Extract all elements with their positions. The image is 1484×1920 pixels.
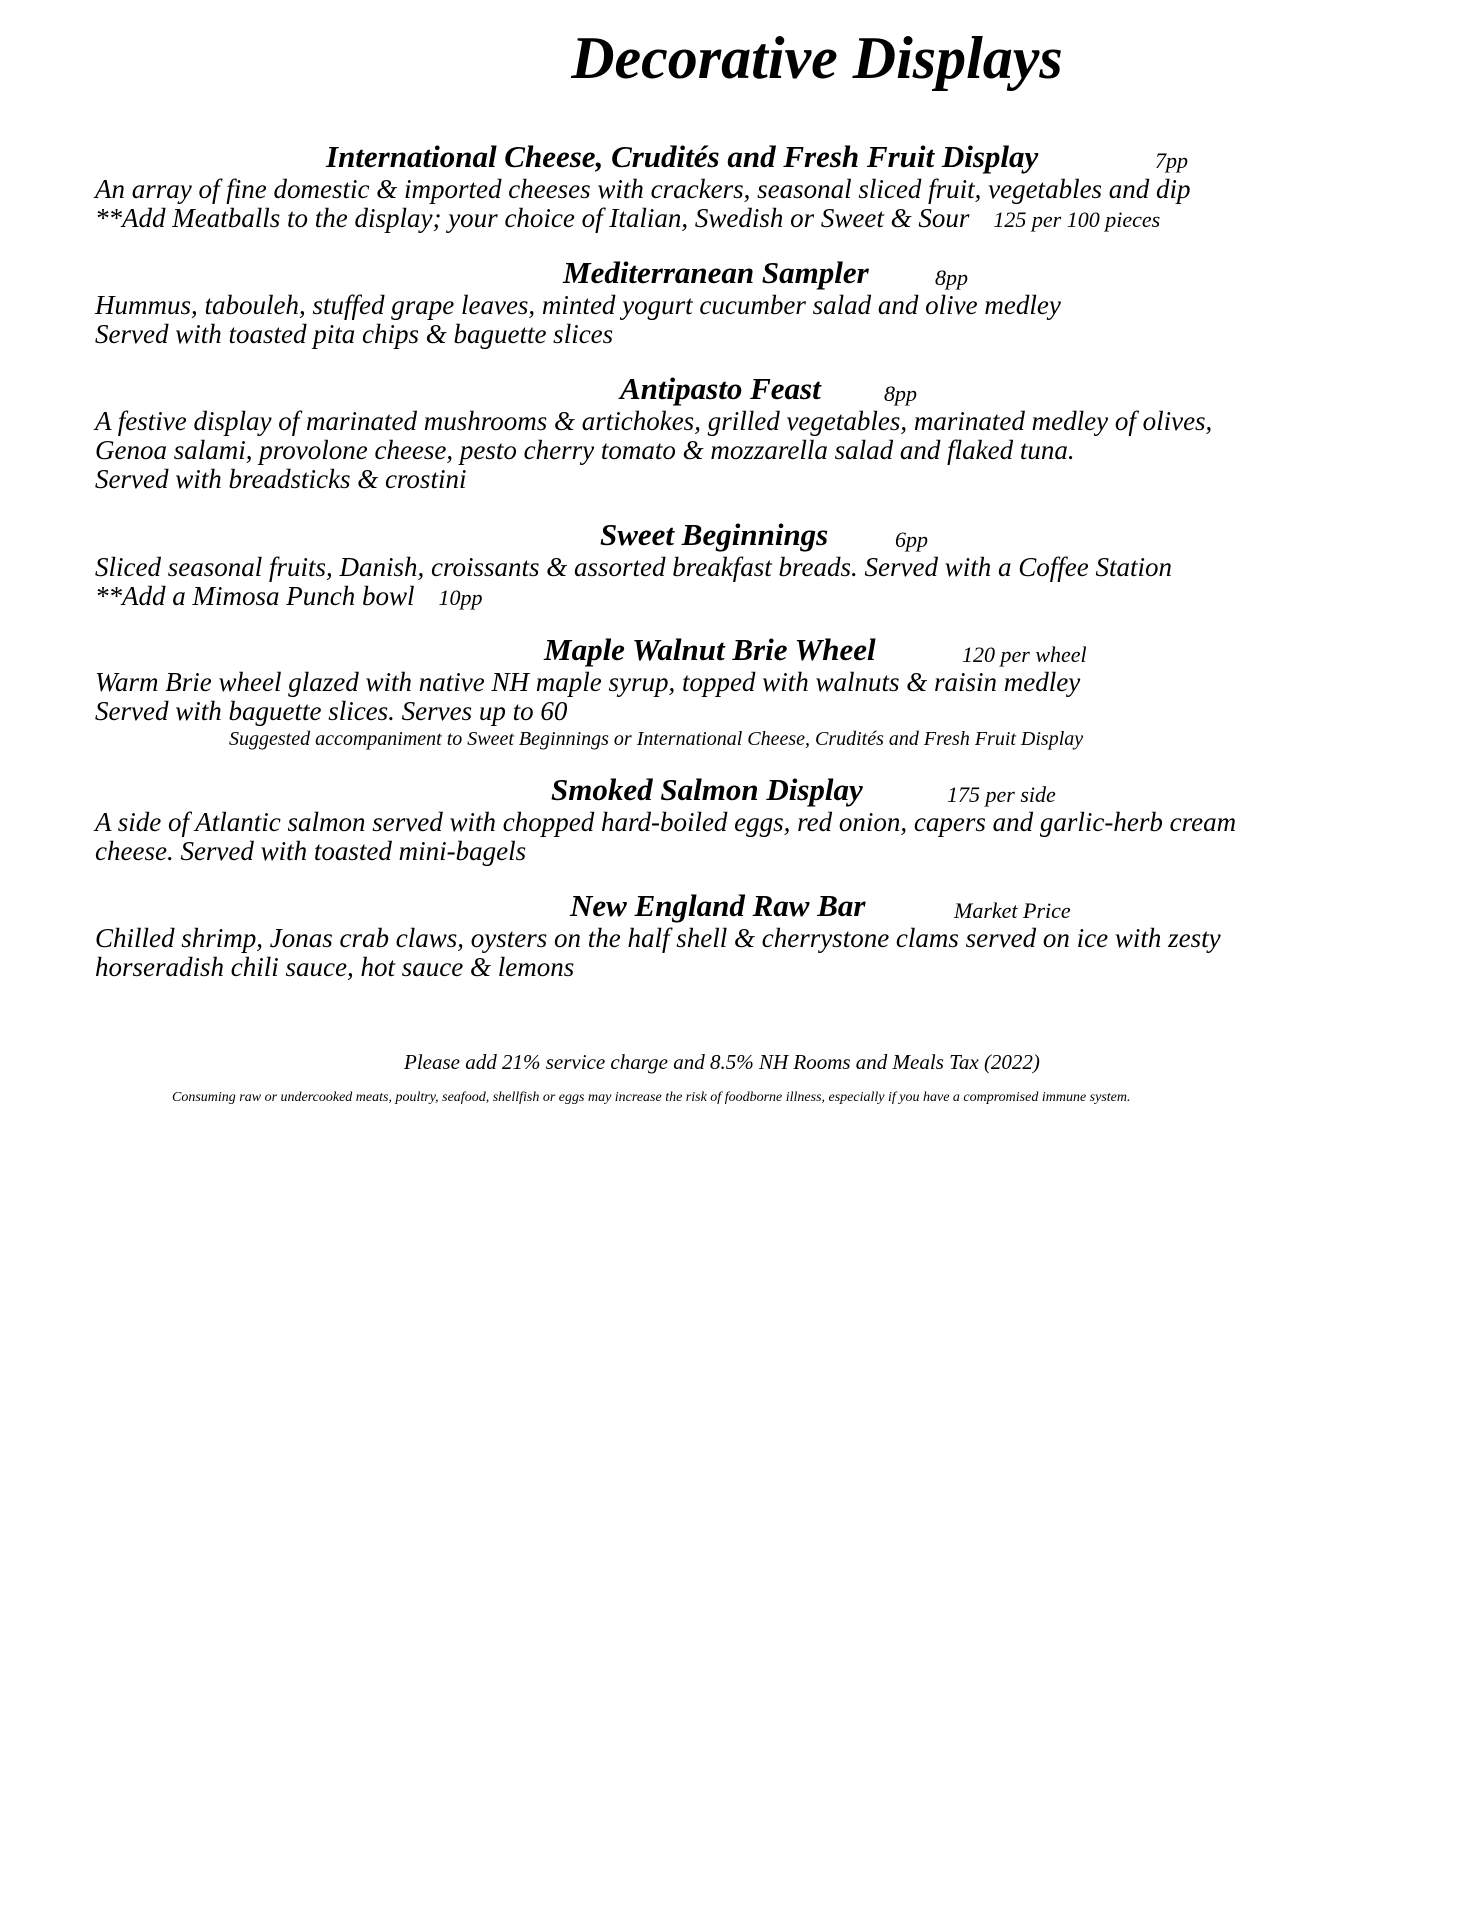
item-name-mediterranean-sampler: Mediterranean Sampler [563,255,869,290]
item-price-sweet-beginnings: 6pp [895,527,928,552]
item-price-raw-bar: Market Price [954,898,1071,923]
item-desc-brie-line-2: Served with baguette slices. Serves up to 60 [95,696,568,726]
item-desc-sweet-beginnings: Sliced seasonal fruits, Danish, croissants & assorted breakfast breads. Served with a Coffee Station [95,552,1172,582]
item-name-raw-bar: New England Raw Bar [570,888,866,923]
item-desc-antipasto-line-1: A festive display of marinated mushrooms & artichokes, grilled vegetables, marinated medley of olives, [95,406,1213,436]
addon-price: 125 per 100 pieces [993,207,1161,232]
item-name-maple-brie: Maple Walnut Brie Wheel [544,632,876,667]
page-title: Decorative Displays [571,25,1063,91]
food-safety-disclaimer: Consuming raw or undercooked meats, poultry, seafood, shellfish or eggs may increase the risk of foodborne illness, especially if you have a compromised immune system. [172,1090,1131,1105]
item-price-mediterranean-sampler: 8pp [935,265,968,290]
service-charge-note: Please add 21% service charge and 8.5% NH Rooms and Meals Tax (2022) [404,1050,1040,1074]
item-note-brie: Suggested accompaniment to Sweet Beginnings or International Cheese, Crudités and Fresh Fruit Display [229,728,1084,750]
item-desc-raw-bar-line-2: horseradish chili sauce, hot sauce & lemons [95,952,575,982]
item-desc-international-cheese: An array of fine domestic & imported cheeses with crackers, seasonal sliced fruit, vegetables and dip [95,174,1191,204]
item-price-maple-brie: 120 per wheel [962,642,1087,667]
addon-text: **Add a Mimosa Punch bowl [95,581,415,611]
item-desc-antipasto-line-2: Genoa salami, provolone cheese, pesto cherry tomato & mozzarella salad and flaked tuna. [95,435,1075,465]
addon-price: 10pp [438,585,483,610]
item-price-international-cheese: 7pp [1155,148,1188,173]
item-name-sweet-beginnings: Sweet Beginnings [600,517,829,552]
item-name-antipasto-feast: Antipasto Feast [620,371,821,406]
item-name-smoked-salmon: Smoked Salmon Display [551,772,863,807]
item-addon-mimosa [95,582,482,612]
item-desc-mediterranean-line-2: Served with toasted pita chips & baguette slices [95,319,614,349]
item-price-smoked-salmon: 175 per side [947,782,1056,807]
item-addon-meatballs [95,204,1160,234]
item-desc-brie-line-1: Warm Brie wheel glazed with native NH maple syrup, topped with walnuts & raisin medley [95,667,1081,697]
addon-text: **Add Meatballs to the display; your choice of Italian, Swedish or Sweet & Sour [95,203,970,233]
item-price-antipasto-feast: 8pp [884,381,917,406]
item-desc-salmon-line-2: cheese. Served with toasted mini-bagels [95,836,527,866]
item-desc-mediterranean-line-1: Hummus, tabouleh, stuffed grape leaves, minted yogurt cucumber salad and olive medley [95,290,1061,320]
item-desc-antipasto-line-3: Served with breadsticks & crostini [95,464,467,494]
item-desc-salmon-line-1: A side of Atlantic salmon served with chopped hard-boiled eggs, red onion, capers and garlic-herb cream [95,807,1237,837]
item-desc-raw-bar-line-1: Chilled shrimp, Jonas crab claws, oysters on the half shell & cherrystone clams served on ice with zesty [95,923,1221,953]
item-name-international-cheese: International Cheese, Crudités and Fresh Fruit Display [326,139,1039,174]
